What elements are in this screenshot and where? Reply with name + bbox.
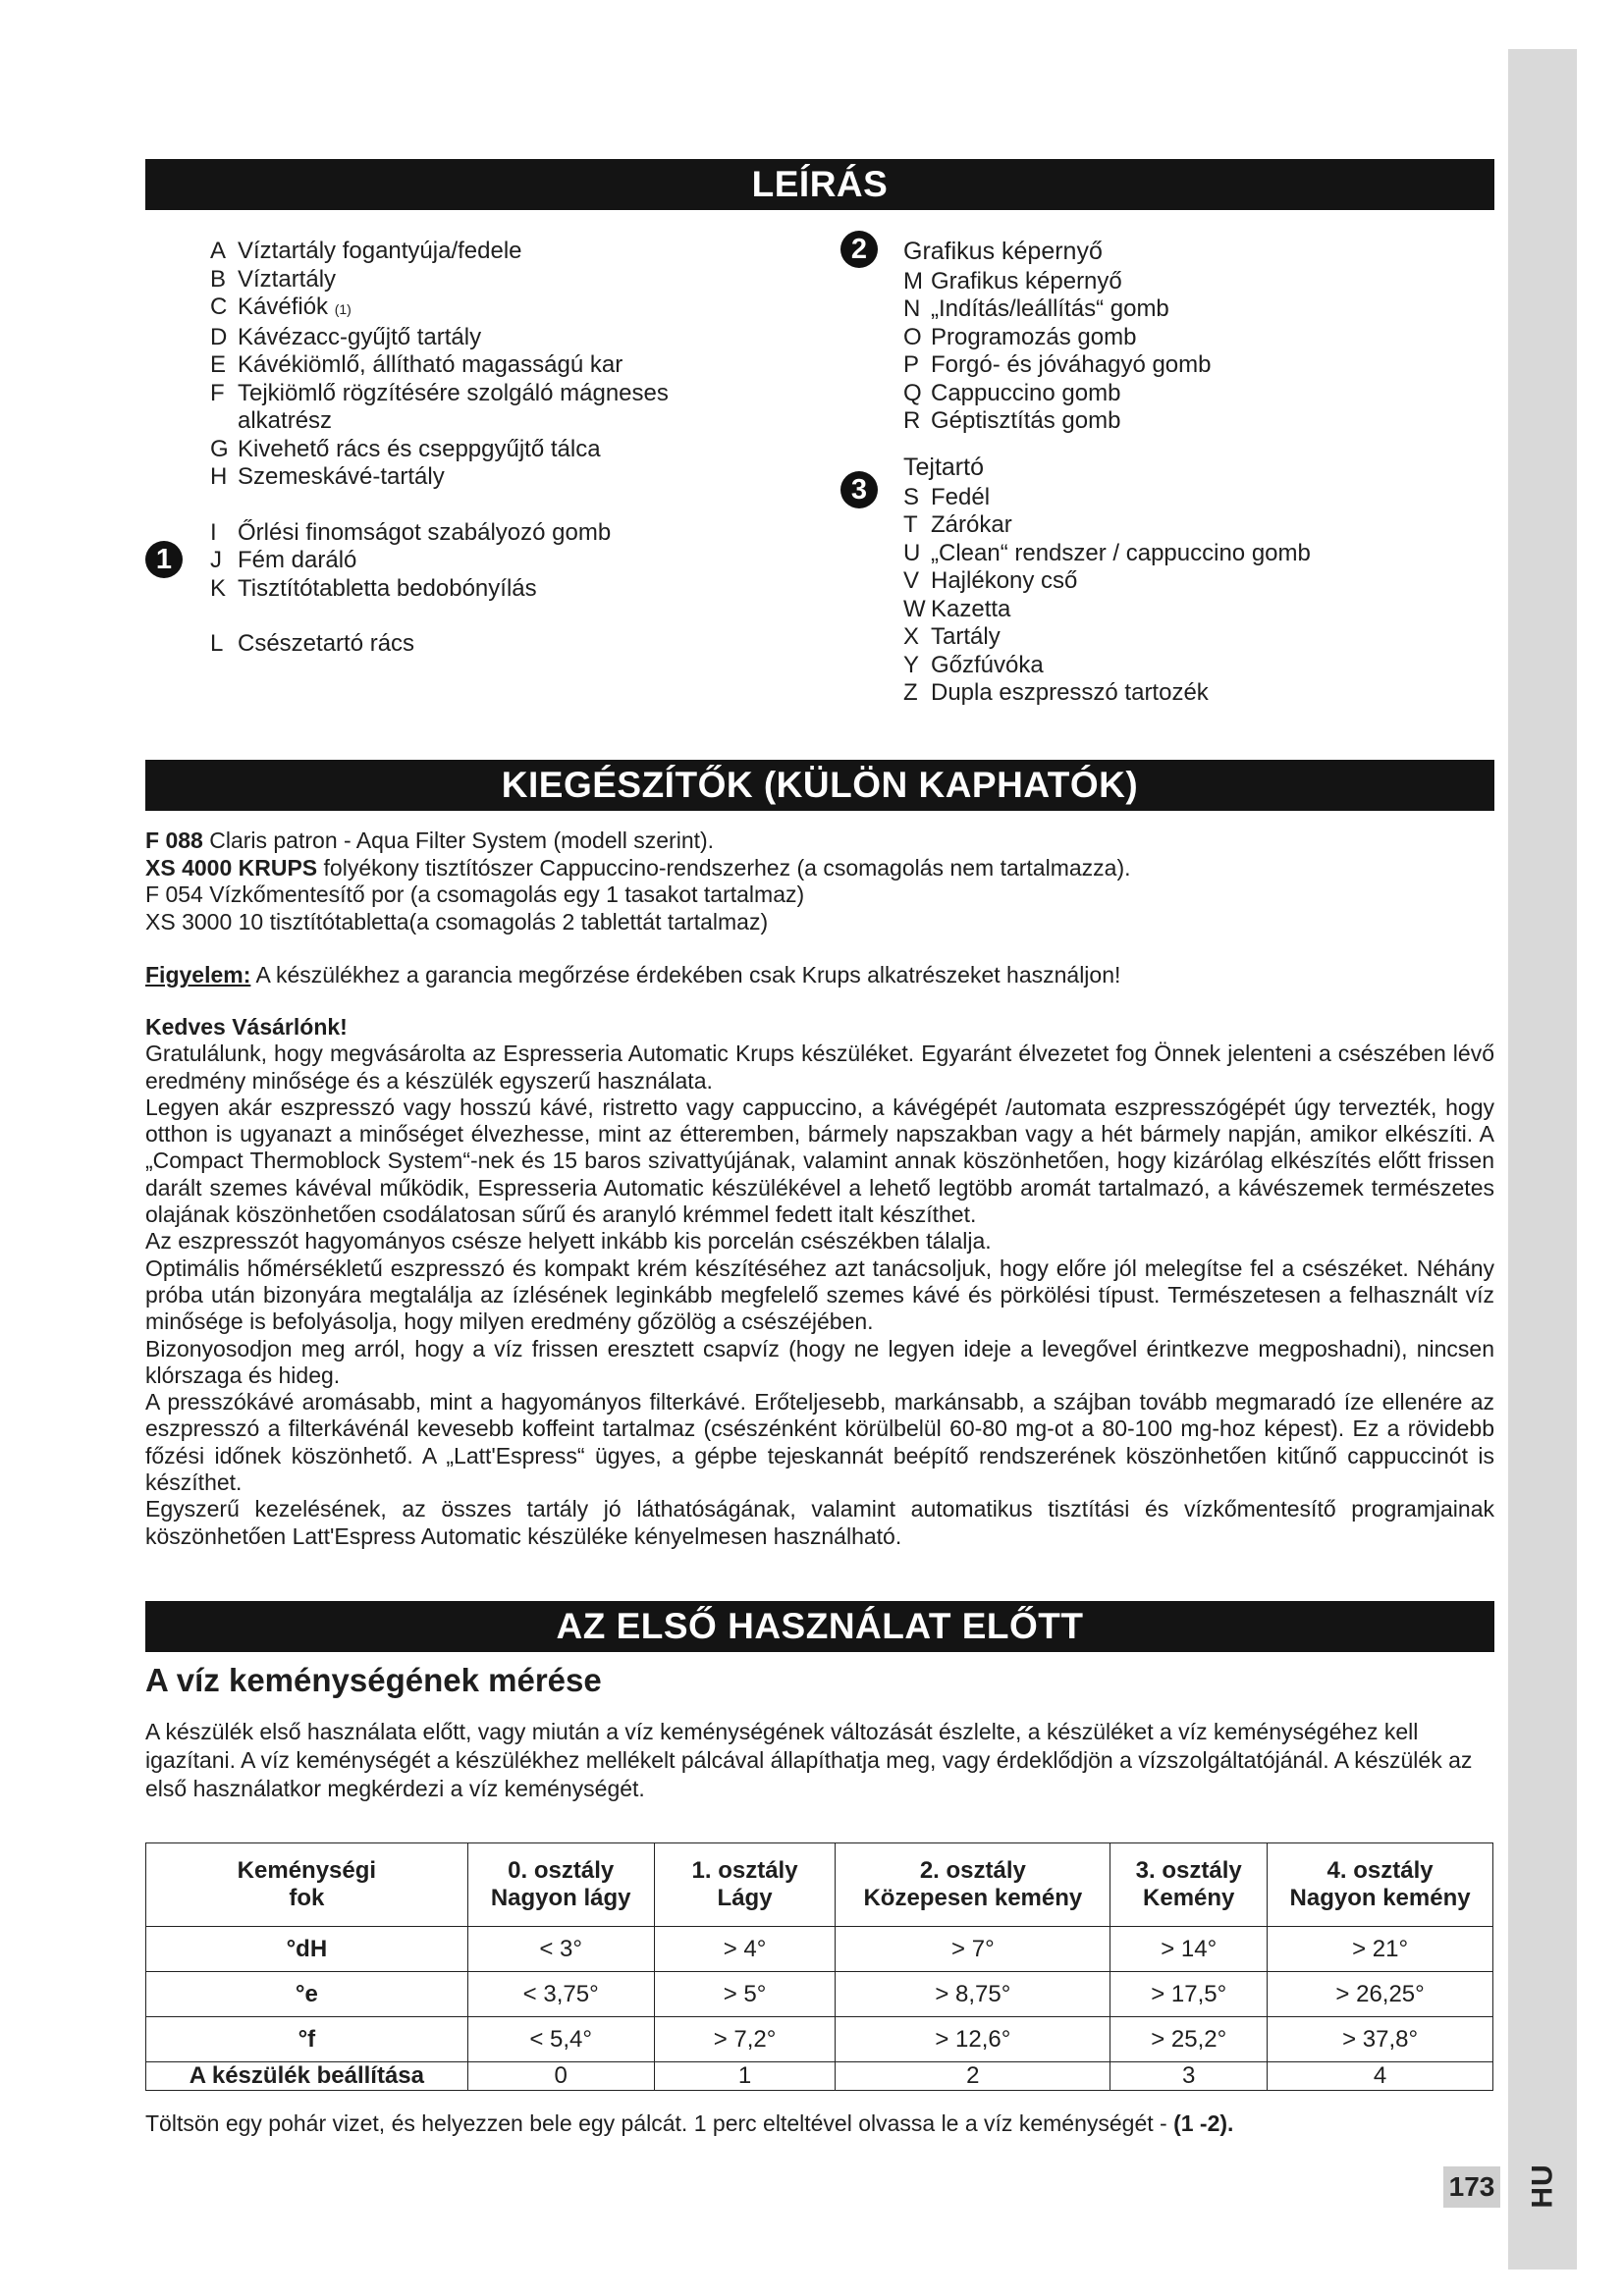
section-1-badge: 1 [145,541,183,578]
greeting: Kedves Vásárlónk! [145,1014,348,1040]
accessory-line: XS 4000 KRUPS folyékony tisztítószer Cappuccino-rendszerhez (a csomagolás nem tartalmazza). [145,854,1131,881]
table-row: °f < 5,4° > 7,2° > 12,6° > 25,2° > 37,8° [146,2017,1493,2062]
list-item: X Tartály [903,623,1001,650]
table-header: 3. osztály Kemény [1110,1843,1268,1927]
list-item: O Programozás gomb [903,323,1137,350]
list-item: V Hajlékony cső [903,567,1078,594]
table-header: 1. osztály Lágy [654,1843,836,1927]
list-item: L Csészetartó rács [210,630,415,657]
section-1-list [210,238,669,659]
instruction-note: Töltsön egy pohár vizet, és helyezzen bele egy pálcát. 1 perc elteltével olvassa le a víz keménységét - (1 -2). [145,2110,1234,2136]
list-item: J Fém daráló [210,547,357,573]
intro-paragraph: A készülék első használata előtt, vagy miután a víz keménységének változását észlelte, a készüléket a víz keménységéhez kell igazítani. A víz keménységét a készülékhez mellékelt pálcával állapíthatja meg, vagy érdeklődjön a vízszolgáltatójánál. A készülék az első használatkor megkérdezi a víz keménységét. [145,1719,1473,1801]
table-header: Keménységi fok [146,1843,468,1927]
list-item: B Víztartály [210,265,337,293]
table-row: °e < 3,75° > 5° > 8,75° > 17,5° > 26,25° [146,1972,1493,2017]
list-item: A Víztartály fogantyúja/fedele [210,238,522,264]
table-row: °dH < 3° > 4° > 7° > 14° > 21° [146,1927,1493,1972]
warning-label: Figyelem: [145,962,251,988]
accessories-banner: KIEGÉSZÍTŐK (KÜLÖN KAPHATÓK) [145,760,1494,811]
list-item: Y Gőzfúvóka [903,651,1044,678]
list-item: E Kávékiömlő, állítható magasságú kar [210,351,623,378]
paragraph: Legyen akár eszpresszó vagy hosszú kávé, ristretto vagy cappuccino, a kávégépét /automata eszpresszógépét úgy tervezték, hogy otthon is ugyanazt a minőséget élvezhesse, mint az étteremben, bármely napszakban vagy a hét bármely napján, amikor elkészíti. A „Compact Thermoblock System“-nek és 15 baros szivattyújának, valamint annak köszönhetően, hogy kizárólag elkészítés előtt frissen darált szemes kávéval működik, Espresseria Automatic készülékével a lehető legtöbb aromát tartalmazó, a kávészemek természetes olajának köszönhetően csodálatosan sűrű és aranyló krémmel fedett italt készíthet. [145,1094,1494,1228]
list-item: P Forgó- és jóváhagyó gomb [903,351,1212,378]
section-2-list [903,238,1212,436]
section-subheading: A víz keménységének mérése [145,1662,602,1698]
accessory-line: F 054 Vízkőmentesítő por (a csomagolás egy 1 tasakot tartalmaz) [145,881,805,907]
list-item: G Kivehető rács és cseppgyűjtő tálca [210,435,601,462]
paragraph: Bizonyosodjon meg arról, hogy a víz frissen eresztett csapvíz (hogy ne legyen ideje a levegővel érintkezve megposhadni), nincsen klórszaga és hideg. [145,1335,1494,1388]
list-item: D Kávézacc-gyűjtő tartály [210,323,482,350]
section-2-badge: 2 [840,231,878,268]
warning-note [145,962,1494,988]
description-banner: LEÍRÁS [145,159,1494,210]
list-item: N „Indítás/leállítás“ gomb [903,295,1169,322]
warning-text: A készülékhez a garancia megőrzése érdekében csak Krups alkatrészeket használjon! [255,962,1121,988]
customer-letter [145,1014,1494,1550]
paragraph: Egyszerű kezelésének, az összes tartály jó láthatóságának, valamint automatikus tisztítási és vízkőmentesítő programjainak köszönhetően Latt'Espress Automatic készüléke kényelmesen használható. [145,1496,1494,1549]
list-item: C Kávéfiók (1) [210,294,352,320]
accessory-line: XS 3000 10 tisztítótabletta(a csomagolás 2 tablettát tartalmaz) [145,908,769,934]
list-item: Q Cappuccino gomb [903,379,1121,406]
table-header: 4. osztály Nagyon kemény [1268,1843,1493,1927]
paragraph: A presszókávé aromásabb, mint a hagyományos filterkávé. Erőteljesebb, markánsabb, a szájban tovább megmaradó íze ellenére az eszpresszó a filterkávénál kevesebb koffeint tartalmaz (csészénként körülbelül 60-80 mg-ot a 80-100 mg-hoz képest). Ez a rövidebb főzési időnek köszönhető. A „Latt'Espress“ ügyes, a gépbe tejeskannát beépítő rendszerének köszönhetően kitűnő cappuccinót is készíthet. [145,1389,1494,1496]
list-item: M Grafikus képernyő [903,267,1122,294]
list-item: U „Clean“ rendszer / cappuccino gomb [903,539,1311,566]
section-3-list [903,454,1311,708]
table-header: 0. osztály Nagyon lágy [467,1843,654,1927]
list-item: R Géptisztítás gomb [903,407,1121,434]
paragraph: Az eszpresszót hagyományos csésze helyett inkább kis porcelán csészékben tálalja. [145,1228,992,1255]
accessories-list [145,828,1494,935]
list-item: Z Dupla eszpresszó tartozék [903,679,1209,706]
first-use-banner: AZ ELSŐ HASZNÁLAT ELŐTT [145,1601,1494,1652]
list-item: K Tisztítótabletta bedobónyílás [210,574,537,602]
list-item: I Őrlési finomságot szabályozó gomb [210,518,612,546]
list-item: S Fedél [903,483,991,510]
table-header: 2. osztály Közepesen kemény [836,1843,1110,1927]
list-item: F Tejkiömlő rögzítésére szolgáló mágneses [210,379,669,406]
side-tab [1508,49,1577,2269]
section-3-title: Tejtartó [903,454,984,481]
list-item: alkatrész [238,407,333,434]
paragraph: Gratulálunk, hogy megvásárolta az Espresseria Automatic Krups készüléket. Egyaránt élvezetet fog Önnek jelenteni a csészében lévő eredmény minősége és a készülék egyszerű használata. [145,1041,1494,1094]
paragraph: Optimális hőmérsékletű eszpresszó és kompakt krém készítéséhez azt tanácsoljuk, hogy előre jól melegítse fel a csészéket. Néhány próba után bizonyára megtalálja az ízlésének leginkább megfelelő szemes kávé és pörkölési típust. Természetesen a felhasznált víz minősége is befolyásolja, hogy milyen eredmény gőzölög a csészéjében. [145,1255,1494,1335]
hardness-table [145,1842,1493,2091]
table-header-row [146,1843,1493,1927]
list-item: W Kazetta [903,595,1011,622]
list-item: T Zárókar [903,511,1012,538]
accessory-line: F 088 Claris patron - Aqua Filter System (modell szerint). [145,828,715,853]
list-item: H Szemeskávé-tartály [210,463,445,490]
section-3-badge: 3 [840,471,878,508]
table-row: A készülék beállítása 0 1 2 3 4 [146,2062,1493,2091]
language-tab: HU [1527,2163,1559,2209]
page-number: 173 [1443,2166,1500,2208]
section-2-title: Grafikus képernyő [903,238,1103,265]
